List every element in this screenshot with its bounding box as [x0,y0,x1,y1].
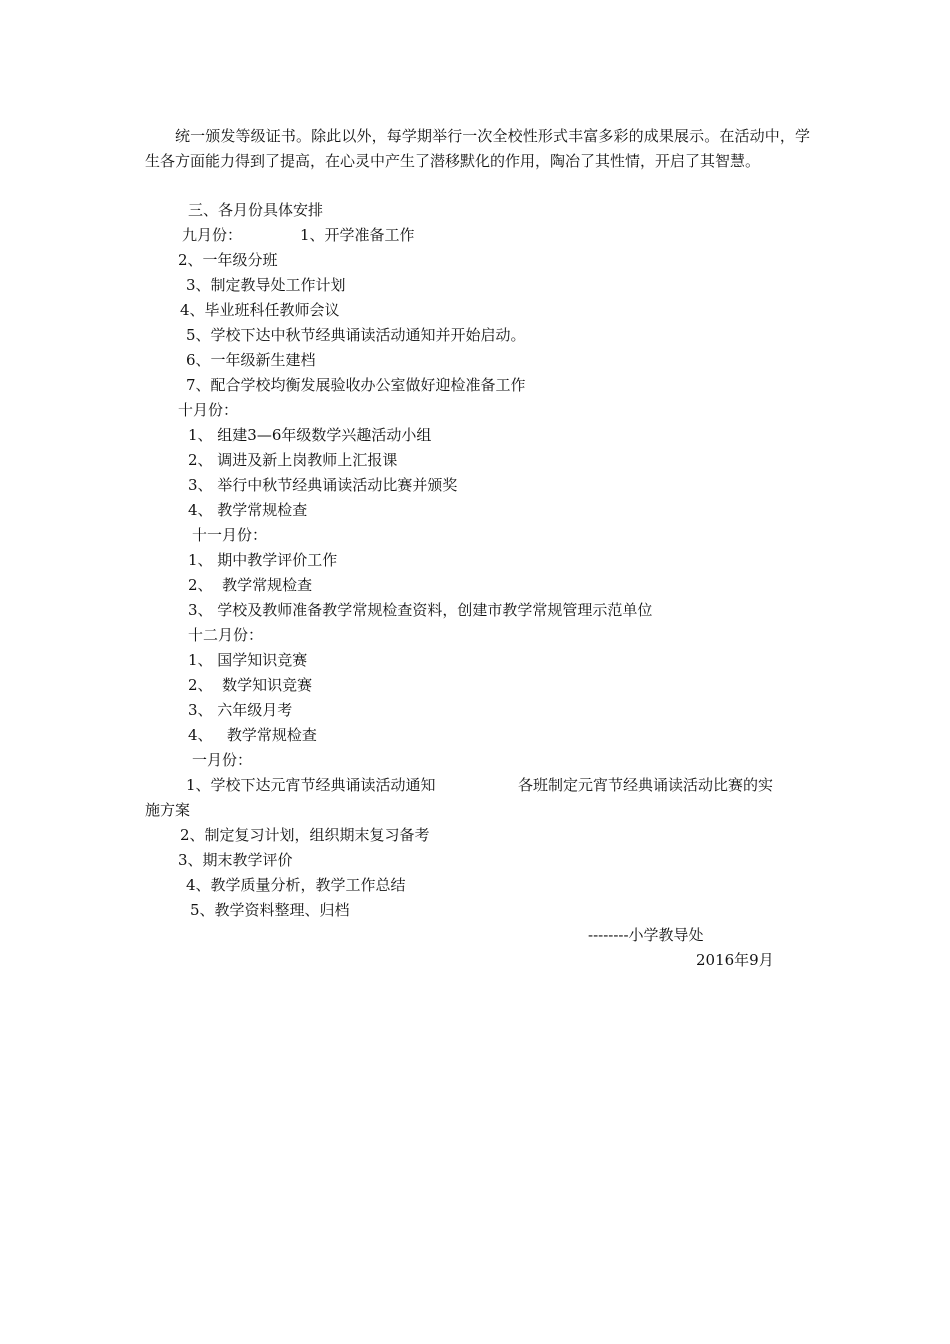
month-label-january: 一月份： [192,751,253,769]
list-item: 6、一年级新生建档 [186,351,316,369]
month-label-november: 十一月份： [192,526,268,544]
list-item: 4、 教学常规检查 [188,726,317,744]
month-label-december: 十二月份： [188,626,264,644]
list-item-continuation: 各班制定元宵节经典诵读活动比赛的实 [518,776,774,794]
list-item: 1、 期中教学评价工作 [188,551,338,569]
list-item: 5、学校下达中秋节经典诵读活动通知并开始启动。 [186,326,526,344]
section-heading: 三、各月份具体安排 [188,201,324,219]
list-item: 1、 组建3—6年级数学兴趣活动小组 [188,426,432,444]
list-item: 3、 举行中秋节经典诵读活动比赛并颁奖 [188,476,458,494]
list-item: 7、配合学校均衡发展验收办公室做好迎检准备工作 [186,376,526,394]
list-item: 3、 学校及教师准备教学常规检查资料，创建市教学常规管理示范单位 [188,601,653,619]
list-item: 1、学校下达元宵节经典诵读活动通知 [186,776,436,794]
month-label-october: 十月份： [178,401,239,419]
signature: --------小学教导处 [588,926,704,944]
list-item: 2、 数学知识竞赛 [188,676,313,694]
document-date: 2016年9月 [696,951,774,969]
list-item: 3、 六年级月考 [188,701,293,719]
list-item: 4、毕业班科任教师会议 [180,301,340,319]
list-item: 2、制定复习计划，组织期末复习备考 [180,826,430,844]
list-item: 5、教学资料整理、归档 [190,901,350,919]
list-item: 3、制定教导处工作计划 [186,276,346,294]
list-item: 2、 教学常规检查 [188,576,313,594]
list-item: 2、 调进及新上岗教师上汇报课 [188,451,398,469]
list-item: 1、 国学知识竞赛 [188,651,308,669]
intro-paragraph: 统一颁发等级证书。除此以外，每学期举行一次全校性形式丰富多彩的成果展示。在活动中，学生各方面能力得到了提高，在心灵中产生了潜移默化的作用，陶冶了其性情，开启了其智慧。 [145,127,810,170]
list-item: 4、教学质量分析，教学工作总结 [186,876,406,894]
list-item: 2、一年级分班 [178,251,278,269]
month-label-september: 九月份： [182,226,243,244]
list-item-wrap: 施方案 [145,801,191,819]
list-item: 4、 教学常规检查 [188,501,308,519]
list-item: 3、期末教学评价 [178,851,293,869]
list-item: 1、开学准备工作 [300,226,415,244]
